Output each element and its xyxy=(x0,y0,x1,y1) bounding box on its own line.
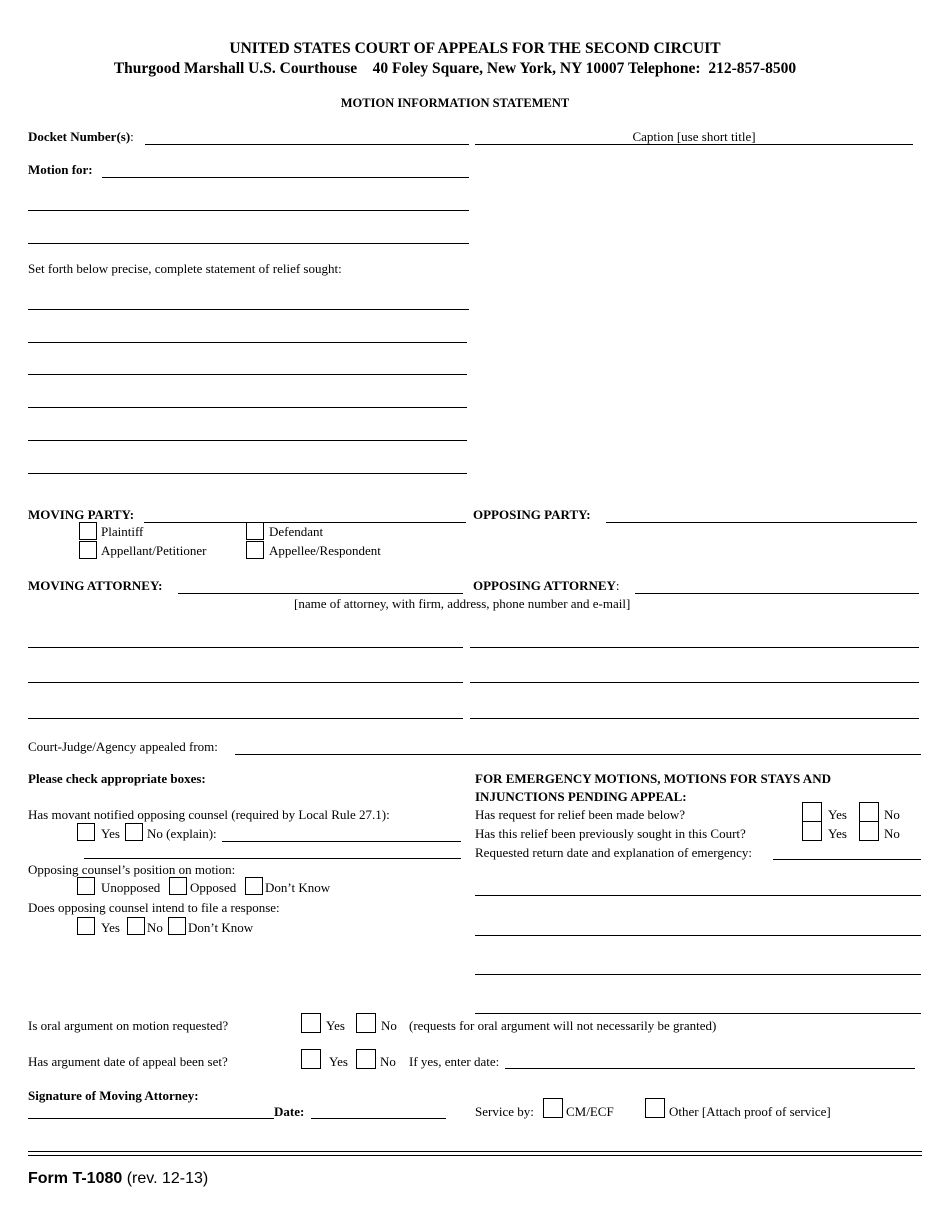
relief-line[interactable] xyxy=(28,440,467,441)
moving-attorney-line[interactable] xyxy=(28,682,463,683)
opposing-attorney-input[interactable] xyxy=(635,593,919,594)
signature-label: Signature of Moving Attorney: xyxy=(28,1088,199,1103)
caption-input[interactable] xyxy=(475,144,913,145)
service-by-label: Service by: xyxy=(475,1104,534,1119)
position-dont-know-label: Don’t Know xyxy=(265,880,331,895)
opposing-party-input[interactable] xyxy=(606,522,917,523)
emergency-line[interactable] xyxy=(475,1013,921,1014)
oral-argument-question: Is oral argument on motion requested? xyxy=(28,1018,229,1033)
response-no-label: No xyxy=(147,920,163,935)
footer-rule xyxy=(28,1151,922,1152)
motion-for-label: Motion for: xyxy=(28,162,93,177)
oral-yes-label: Yes xyxy=(326,1018,345,1033)
moving-attorney-input[interactable] xyxy=(178,593,463,594)
relief-below-no-checkbox[interactable] xyxy=(859,802,879,822)
relief-line[interactable] xyxy=(28,309,469,310)
appellee-label: Appellee/Respondent xyxy=(269,543,381,558)
appellant-checkbox[interactable] xyxy=(79,541,97,559)
response-yes-checkbox[interactable] xyxy=(77,917,95,935)
emergency-heading-1: FOR EMERGENCY MOTIONS, MOTIONS FOR STAYS AND xyxy=(475,771,831,786)
response-dont-know-checkbox[interactable] xyxy=(168,917,186,935)
opposing-attorney-line[interactable] xyxy=(470,718,919,719)
court-judge-input[interactable] xyxy=(235,754,921,755)
unopposed-label: Unopposed xyxy=(101,880,161,895)
appellee-checkbox[interactable] xyxy=(246,541,264,559)
oral-no-label: No xyxy=(381,1018,397,1033)
relief-below-yes-checkbox[interactable] xyxy=(802,802,822,822)
oral-no-checkbox[interactable] xyxy=(356,1013,376,1033)
plaintiff-label: Plaintiff xyxy=(101,524,144,539)
emergency-line[interactable] xyxy=(475,895,921,896)
relief-line[interactable] xyxy=(28,374,467,375)
unopposed-checkbox[interactable] xyxy=(77,877,95,895)
argument-date-yes-checkbox[interactable] xyxy=(301,1049,321,1069)
emergency-line[interactable] xyxy=(475,935,921,936)
previously-sought-no-checkbox[interactable] xyxy=(859,821,879,841)
opposing-attorney-line[interactable] xyxy=(470,682,919,683)
motion-for-input[interactable] xyxy=(102,177,469,178)
court-name: UNITED STATES COURT OF APPEALS FOR THE SECOND CIRCUIT xyxy=(229,40,721,57)
notified-yes-label: Yes xyxy=(101,826,120,841)
argument-date-yes-label: Yes xyxy=(329,1054,348,1069)
relief-label: Set forth below precise, complete statement of relief sought: xyxy=(28,261,342,276)
attorney-note: [name of attorney, with firm, address, phone number and e-mail] xyxy=(294,596,631,611)
argument-date-question: Has argument date of appeal been set? xyxy=(28,1054,228,1069)
form-title: MOTION INFORMATION STATEMENT xyxy=(340,96,570,110)
court-judge-label: Court-Judge/Agency appealed from: xyxy=(28,739,218,754)
plaintiff-checkbox[interactable] xyxy=(79,522,97,540)
other-service-checkbox[interactable] xyxy=(645,1098,665,1118)
response-dont-know-label: Don’t Know xyxy=(188,920,254,935)
notified-yes-checkbox[interactable] xyxy=(77,823,95,841)
notified-no-label: No (explain): xyxy=(147,826,217,841)
motion-for-line[interactable] xyxy=(28,210,469,211)
relief-line[interactable] xyxy=(28,407,467,408)
footer-rule xyxy=(28,1155,922,1156)
response-yes-label: Yes xyxy=(101,920,120,935)
signature-date-input[interactable] xyxy=(311,1118,446,1119)
signature-input[interactable] xyxy=(28,1118,274,1119)
previously-sought-question: Has this relief been previously sought in this Court? xyxy=(475,826,746,841)
explain-line[interactable] xyxy=(84,858,461,859)
relief-below-question: Has request for relief been made below? xyxy=(475,807,686,822)
position-question: Opposing counsel’s position on motion: xyxy=(28,862,236,877)
check-boxes-heading: Please check appropriate boxes: xyxy=(28,771,206,786)
docket-label: Docket Number(s): xyxy=(28,129,134,144)
emergency-line[interactable] xyxy=(475,974,921,975)
notified-question: Has movant notified opposing counsel (required by Local Rule 27.1): xyxy=(28,807,390,822)
moving-attorney-line[interactable] xyxy=(28,718,463,719)
opposed-label: Opposed xyxy=(190,880,237,895)
opposing-attorney-label: OPPOSING ATTORNEY: xyxy=(473,578,620,593)
return-date-input[interactable] xyxy=(773,859,921,860)
docket-input[interactable] xyxy=(145,144,469,145)
position-dont-know-checkbox[interactable] xyxy=(245,877,263,895)
defendant-checkbox[interactable] xyxy=(246,522,264,540)
response-question: Does opposing counsel intend to file a response: xyxy=(28,900,280,915)
response-no-checkbox[interactable] xyxy=(127,917,145,935)
appellant-label: Appellant/Petitioner xyxy=(101,543,207,558)
motion-for-line[interactable] xyxy=(28,243,469,244)
previously-sought-no-label: No xyxy=(884,826,900,841)
previously-sought-yes-checkbox[interactable] xyxy=(802,821,822,841)
moving-attorney-line[interactable] xyxy=(28,647,463,648)
cmecf-checkbox[interactable] xyxy=(543,1098,563,1118)
previously-sought-yes-label: Yes xyxy=(828,826,847,841)
court-address: Thurgood Marshall U.S. Courthouse 40 Foley Square, New York, NY 10007 Telephone: 212-857-8500 xyxy=(113,60,797,77)
relief-below-yes-label: Yes xyxy=(828,807,847,822)
emergency-heading-2: INJUNCTIONS PENDING APPEAL: xyxy=(475,789,687,804)
oral-note: (requests for oral argument will not necessarily be granted) xyxy=(409,1018,717,1033)
relief-line[interactable] xyxy=(28,342,467,343)
notified-no-checkbox[interactable] xyxy=(125,823,143,841)
other-service-label: Other [Attach proof of service] xyxy=(669,1104,831,1119)
form-number: Form T-1080 (rev. 12-13) xyxy=(28,1170,209,1187)
moving-party-label: MOVING PARTY: xyxy=(28,507,135,522)
argument-date-input[interactable] xyxy=(505,1068,915,1069)
moving-attorney-label: MOVING ATTORNEY: xyxy=(28,578,163,593)
defendant-label: Defendant xyxy=(269,524,324,539)
date-label: Date: xyxy=(274,1104,305,1119)
return-date-question: Requested return date and explanation of emergency: xyxy=(475,845,752,860)
explain-input[interactable] xyxy=(222,841,461,842)
cmecf-label: CM/ECF xyxy=(566,1104,614,1119)
opposed-checkbox[interactable] xyxy=(169,877,187,895)
oral-yes-checkbox[interactable] xyxy=(301,1013,321,1033)
argument-date-no-checkbox[interactable] xyxy=(356,1049,376,1069)
opposing-party-label: OPPOSING PARTY: xyxy=(473,507,591,522)
argument-date-no-label: No xyxy=(380,1054,396,1069)
opposing-attorney-line[interactable] xyxy=(470,647,919,648)
if-yes-date-label: If yes, enter date: xyxy=(409,1054,500,1069)
relief-line[interactable] xyxy=(28,473,467,474)
relief-below-no-label: No xyxy=(884,807,900,822)
caption-label: Caption [use short title] xyxy=(632,129,756,144)
moving-party-input[interactable] xyxy=(144,522,466,523)
